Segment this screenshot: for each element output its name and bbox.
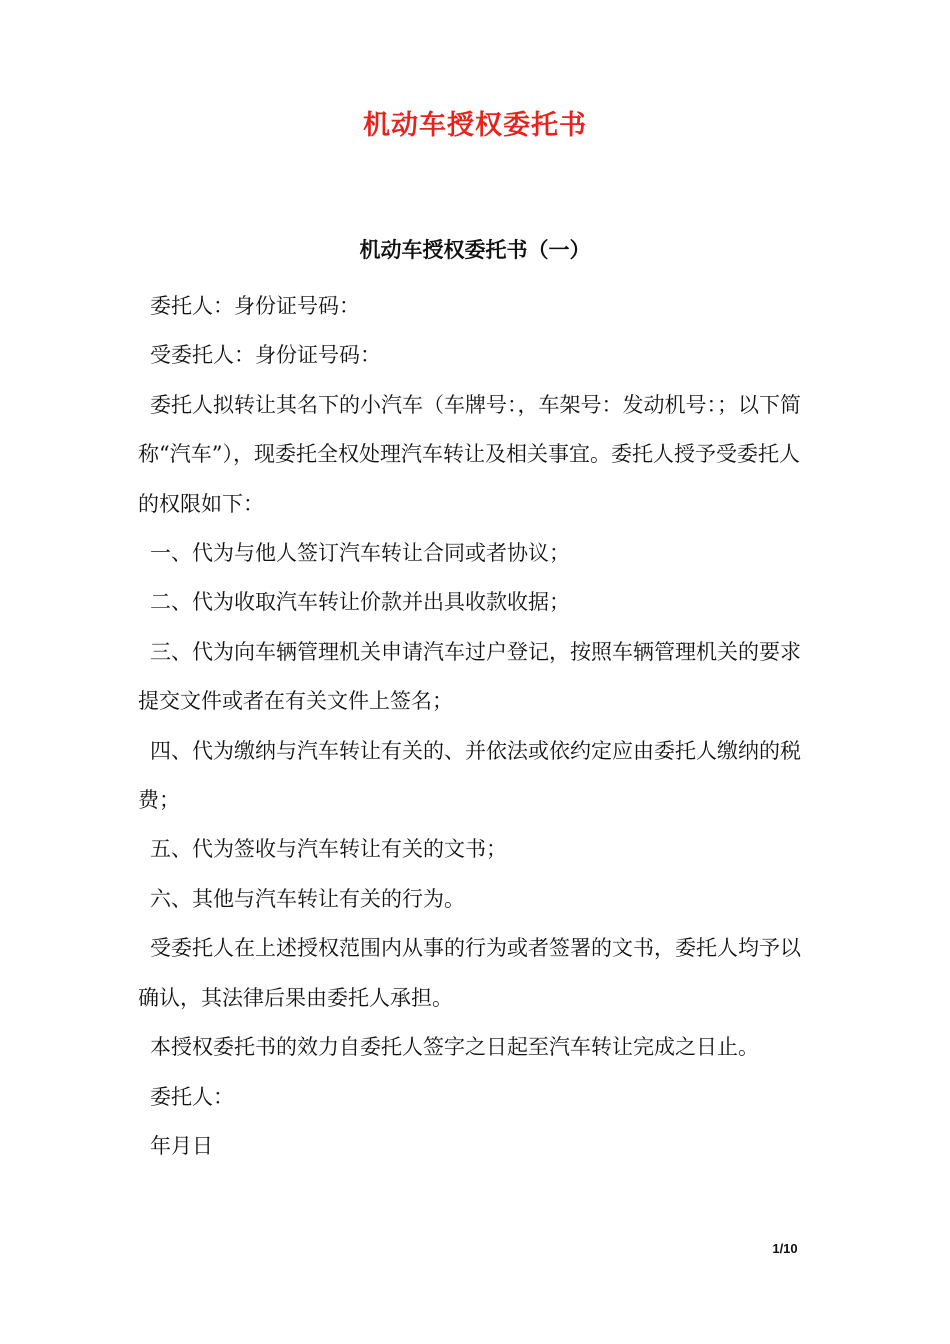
- document-body: [138, 282, 818, 1171]
- page-number: 1/10: [772, 1241, 798, 1256]
- signature-line: 委托人：: [150, 1084, 234, 1109]
- paragraph-intro: 委托人拟转让其名下的小汽车（车牌号：，车架号：发动机号：；以下简称“汽车”），现委托全权处理汽车转让及相关事宜。委托人授予受委托人的权限如下：: [138, 392, 801, 516]
- paragraph-item-4: 四、代为缴纳与汽车转让有关的、并依法或依约定应由委托人缴纳的税费；: [138, 738, 801, 813]
- paragraph-item-1: 一、代为与他人签订汽车转让合同或者协议；: [150, 541, 570, 566]
- paragraph-confirmation: 受委托人在上述授权范围内从事的行为或者签署的文书，委托人均予以确认，其法律后果由委托人承担。: [138, 936, 801, 1010]
- section-title: 机动车授权委托书（一）: [359, 237, 591, 262]
- paragraph-agent: 受委托人：身份证号码：: [150, 343, 381, 368]
- paragraph-item-2: 二、代为收取汽车转让价款并出具收款收据；: [150, 590, 570, 615]
- paragraph-item-6: 六、其他与汽车转让有关的行为。: [150, 886, 465, 911]
- paragraph-validity: 本授权委托书的效力自委托人签字之日起至汽车转让完成之日止。: [150, 1035, 759, 1060]
- paragraph-item-5: 五、代为签收与汽车转让有关的文书；: [150, 837, 507, 862]
- document-title: 机动车授权委托书: [363, 110, 587, 141]
- paragraph-principal: 委托人：身份证号码：: [150, 294, 360, 318]
- date-line: 年月日: [150, 1133, 213, 1158]
- paragraph-item-3: 三、代为向车辆管理机关申请汽车过户登记，按照车辆管理机关的要求提交文件或者在有关文件上签名；: [138, 639, 801, 714]
